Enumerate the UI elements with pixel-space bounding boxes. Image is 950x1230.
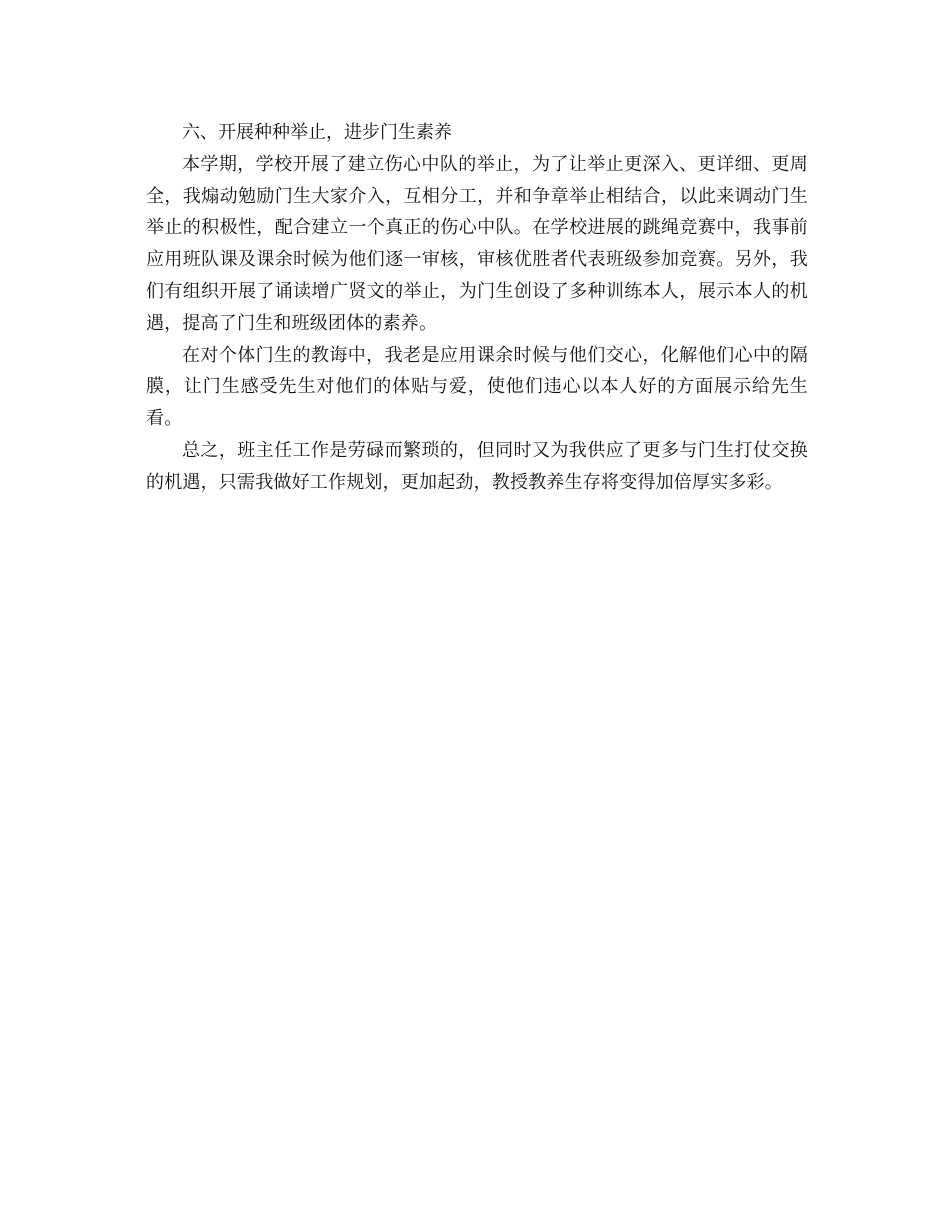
paragraph-activities: 本学期，学校开展了建立伤心中队的举止，为了让举止更深入、更详细、更周全，我煽动勉励门生大家介入，互相分工，并和争章举止相结合，以此来调动门生举止的积极性，配合建立一个真正的伤心中队。在学校进展的跳绳竞赛中，我事前应用班队课及课余时候为他们逐一审核，审核优胜者代表班级参加竞赛。另外，我们有组织开展了诵读增广贤文的举止，为门生创设了多种训练本人，展示本人的机遇，提高了门生和班级团体的素养。 bbox=[146, 153, 808, 334]
section-heading: 六、开展种种举止，进步门生素养 bbox=[182, 122, 452, 143]
paragraph-individual-education: 在对个体门生的教诲中，我老是应用课余时候与他们交心，化解他们心中的隔膜，让门生感受先生对他们的体贴与爱，使他们违心以本人好的方面展示给先生看。 bbox=[146, 344, 808, 430]
paragraph-conclusion: 总之，班主任工作是劳碌而繁琐的，但同时又为我供应了更多与门生打仗交换的机遇，只需我做好工作规划，更加起劲，教授教养生存将变得加倍厚实多彩。 bbox=[146, 439, 808, 493]
document-body bbox=[146, 117, 808, 499]
